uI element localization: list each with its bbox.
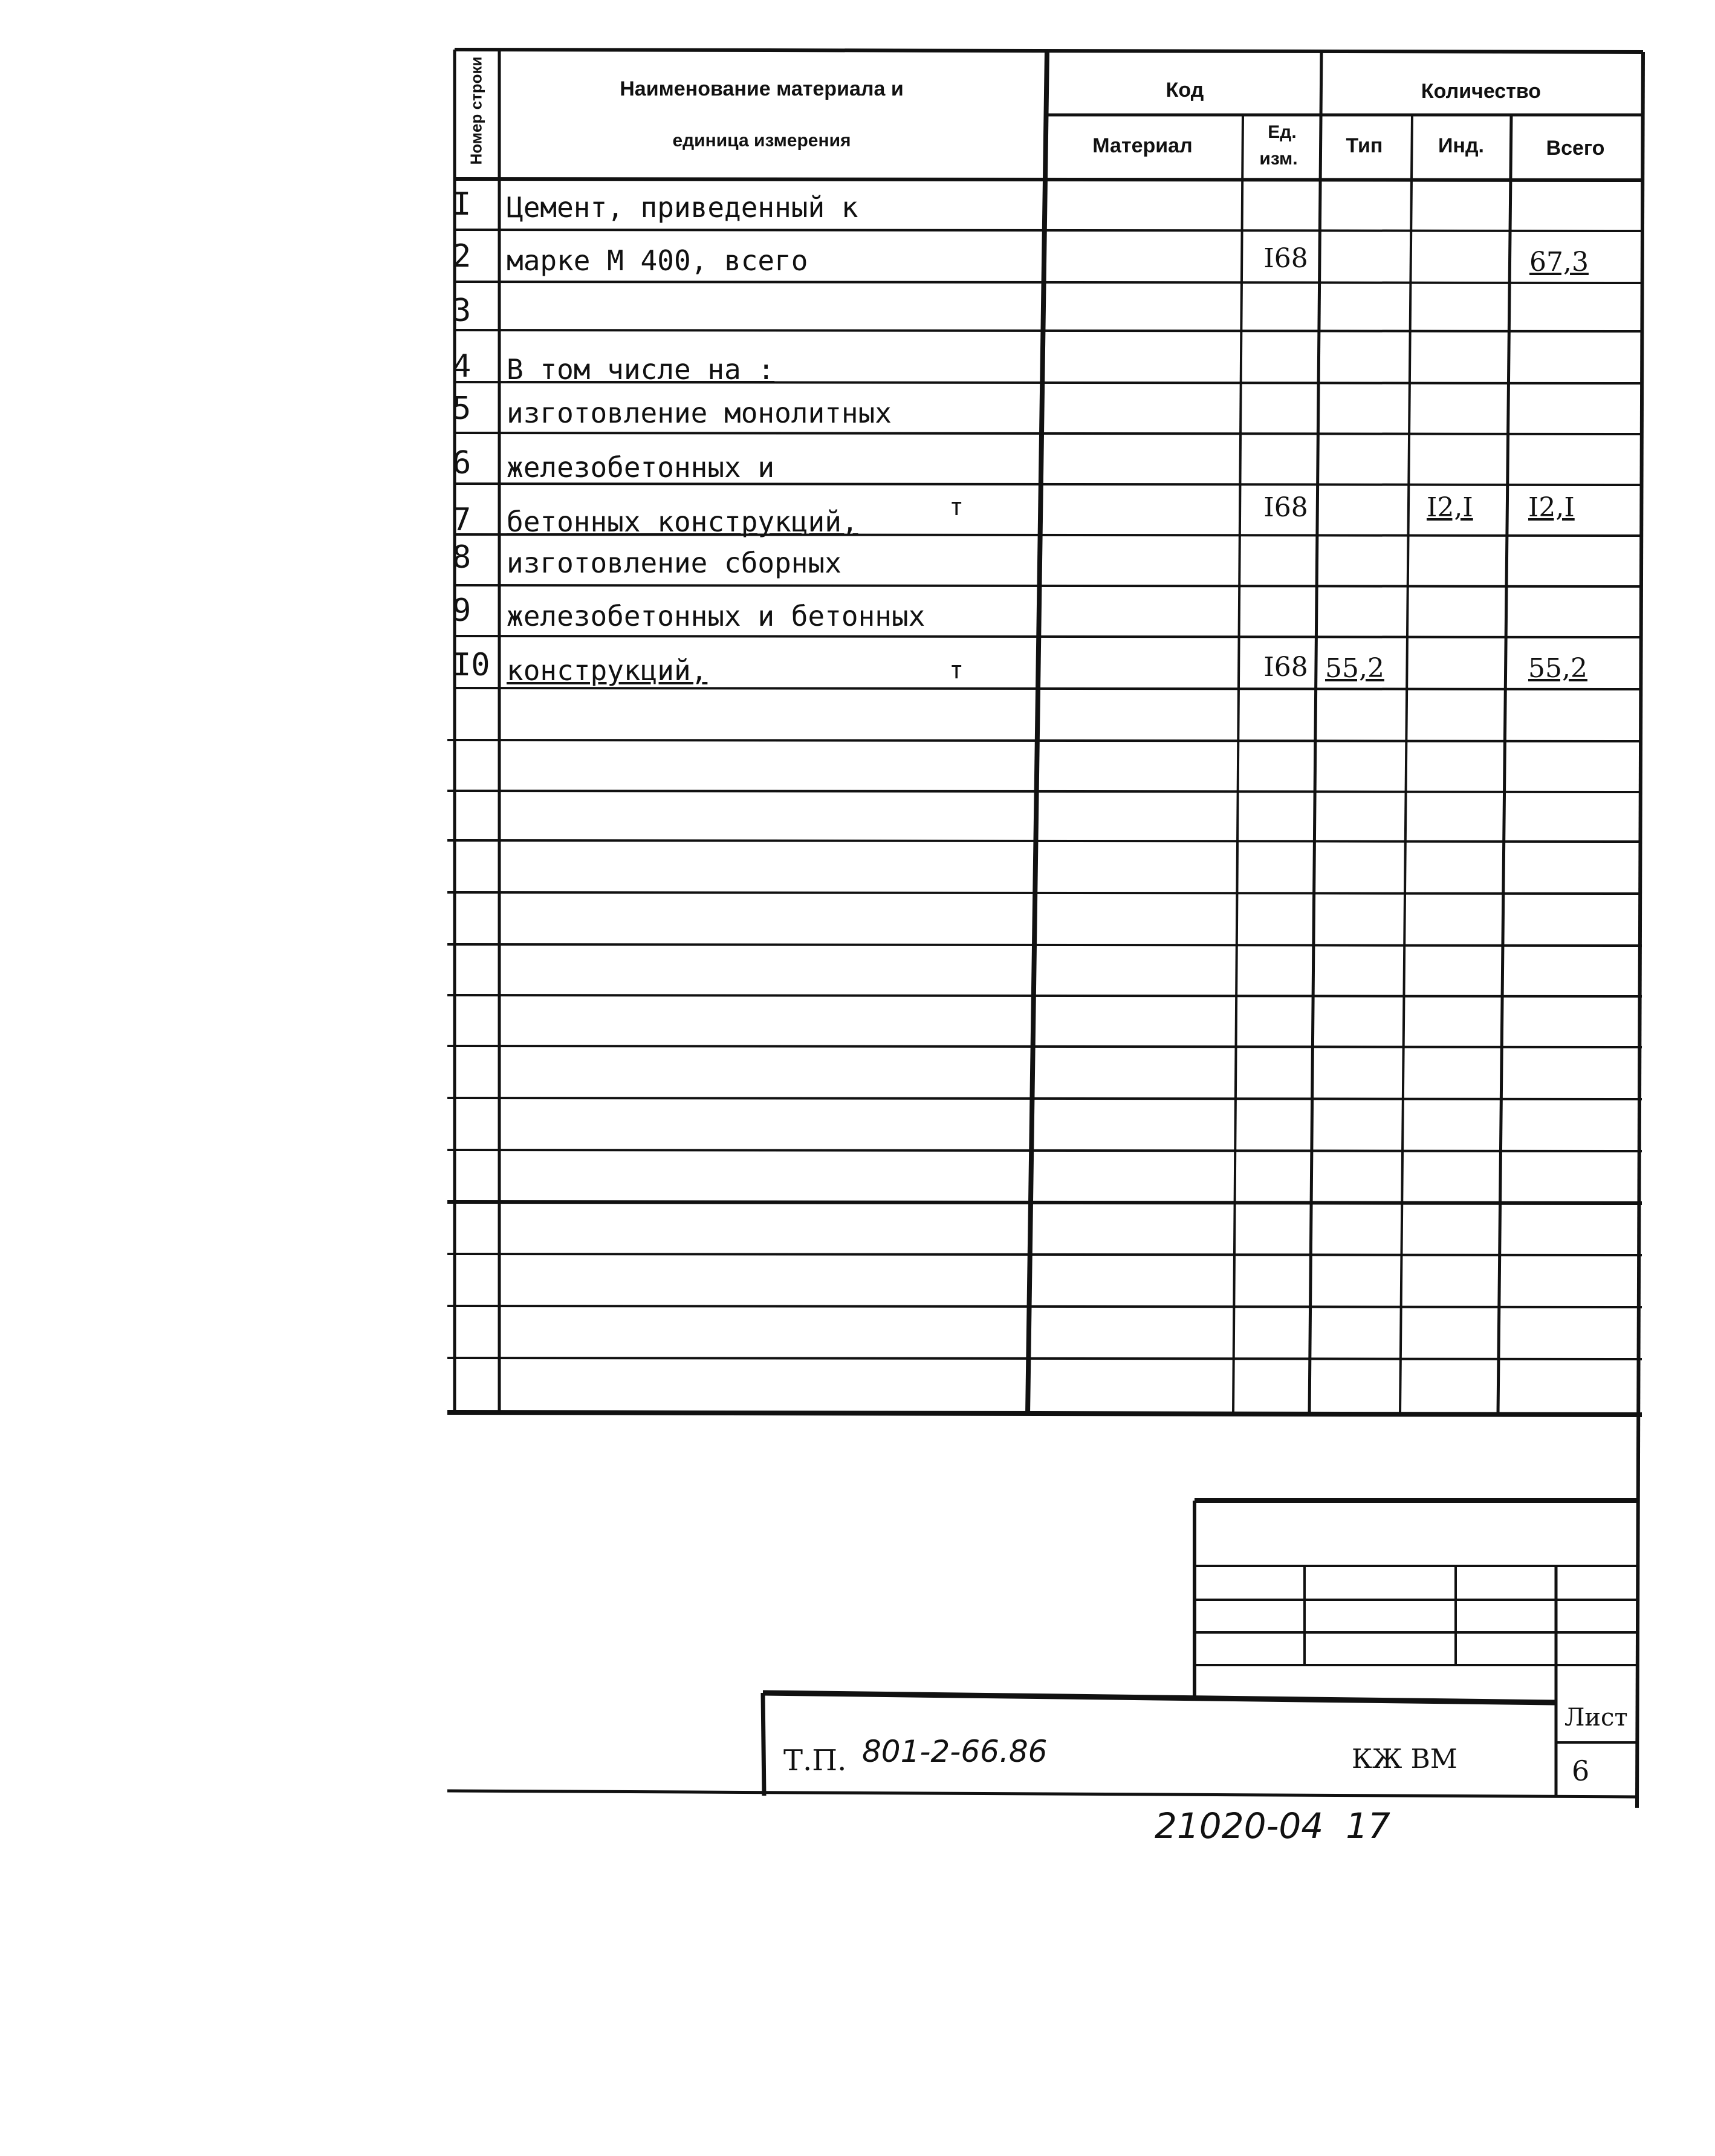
section-code: КЖ ВМ — [1352, 1744, 1457, 1774]
doc-prefix: Т.П. — [783, 1744, 847, 1778]
row-number: 7 — [452, 502, 472, 538]
material-name: Цемент, приведенный к — [507, 191, 858, 224]
total-value: 67,3 — [1529, 247, 1589, 278]
row-number: 8 — [452, 539, 472, 576]
row-number: I — [452, 186, 472, 222]
total-value: 55,2 — [1528, 653, 1587, 684]
material-name: изготовление монолитных — [507, 397, 892, 429]
row-number: 3 — [452, 293, 472, 329]
material-name: железобетонных и — [507, 451, 775, 484]
type-value: 55,2 — [1325, 653, 1384, 684]
individual-value: I2,I — [1427, 492, 1473, 523]
unit-of-measure: т — [949, 657, 964, 684]
row-number: I0 — [452, 647, 490, 683]
row-number: 2 — [452, 238, 472, 274]
unit-header-line1: Ед. — [1268, 122, 1297, 142]
total-header: Всего — [1546, 137, 1605, 160]
unit-code: I68 — [1263, 652, 1308, 683]
material-header: Материал — [1092, 134, 1193, 157]
unit-code: I68 — [1263, 243, 1308, 274]
name-header-line2: единица измерения — [672, 131, 851, 151]
row-number: 4 — [452, 348, 472, 385]
doc-number: 801-2-66.86 — [862, 1734, 1048, 1769]
material-name: марке М 400, всего — [507, 244, 808, 277]
sheet-label: Лист — [1564, 1704, 1628, 1732]
unit-code: I68 — [1263, 492, 1308, 523]
total-value: I2,I — [1528, 492, 1575, 523]
row-number-header-text: Номер строки — [467, 56, 486, 165]
material-name: В том числе на : — [507, 353, 775, 386]
quantity-header: Количество — [1421, 80, 1542, 103]
material-name: конструкций, — [507, 654, 708, 687]
name-header-line1: Наименование материала и — [620, 77, 904, 100]
unit-header-line2: изм. — [1259, 149, 1298, 169]
material-name: железобетонных и бетонных — [507, 600, 926, 632]
row-number: 5 — [452, 391, 472, 427]
individual-header: Инд. — [1438, 134, 1484, 157]
type-header: Тип — [1346, 134, 1383, 157]
sheet-number: 6 — [1572, 1755, 1590, 1787]
row-number: 6 — [452, 445, 472, 481]
code-header: Код — [1165, 79, 1204, 102]
row-number: 9 — [452, 593, 472, 629]
archive-stamp: 21020-04 17 — [1155, 1805, 1390, 1846]
row-number-header — [452, 47, 501, 174]
unit-of-measure: т — [949, 493, 964, 521]
material-name: изготовление сборных — [507, 547, 841, 579]
material-name: бетонных конструкций, — [507, 505, 858, 538]
